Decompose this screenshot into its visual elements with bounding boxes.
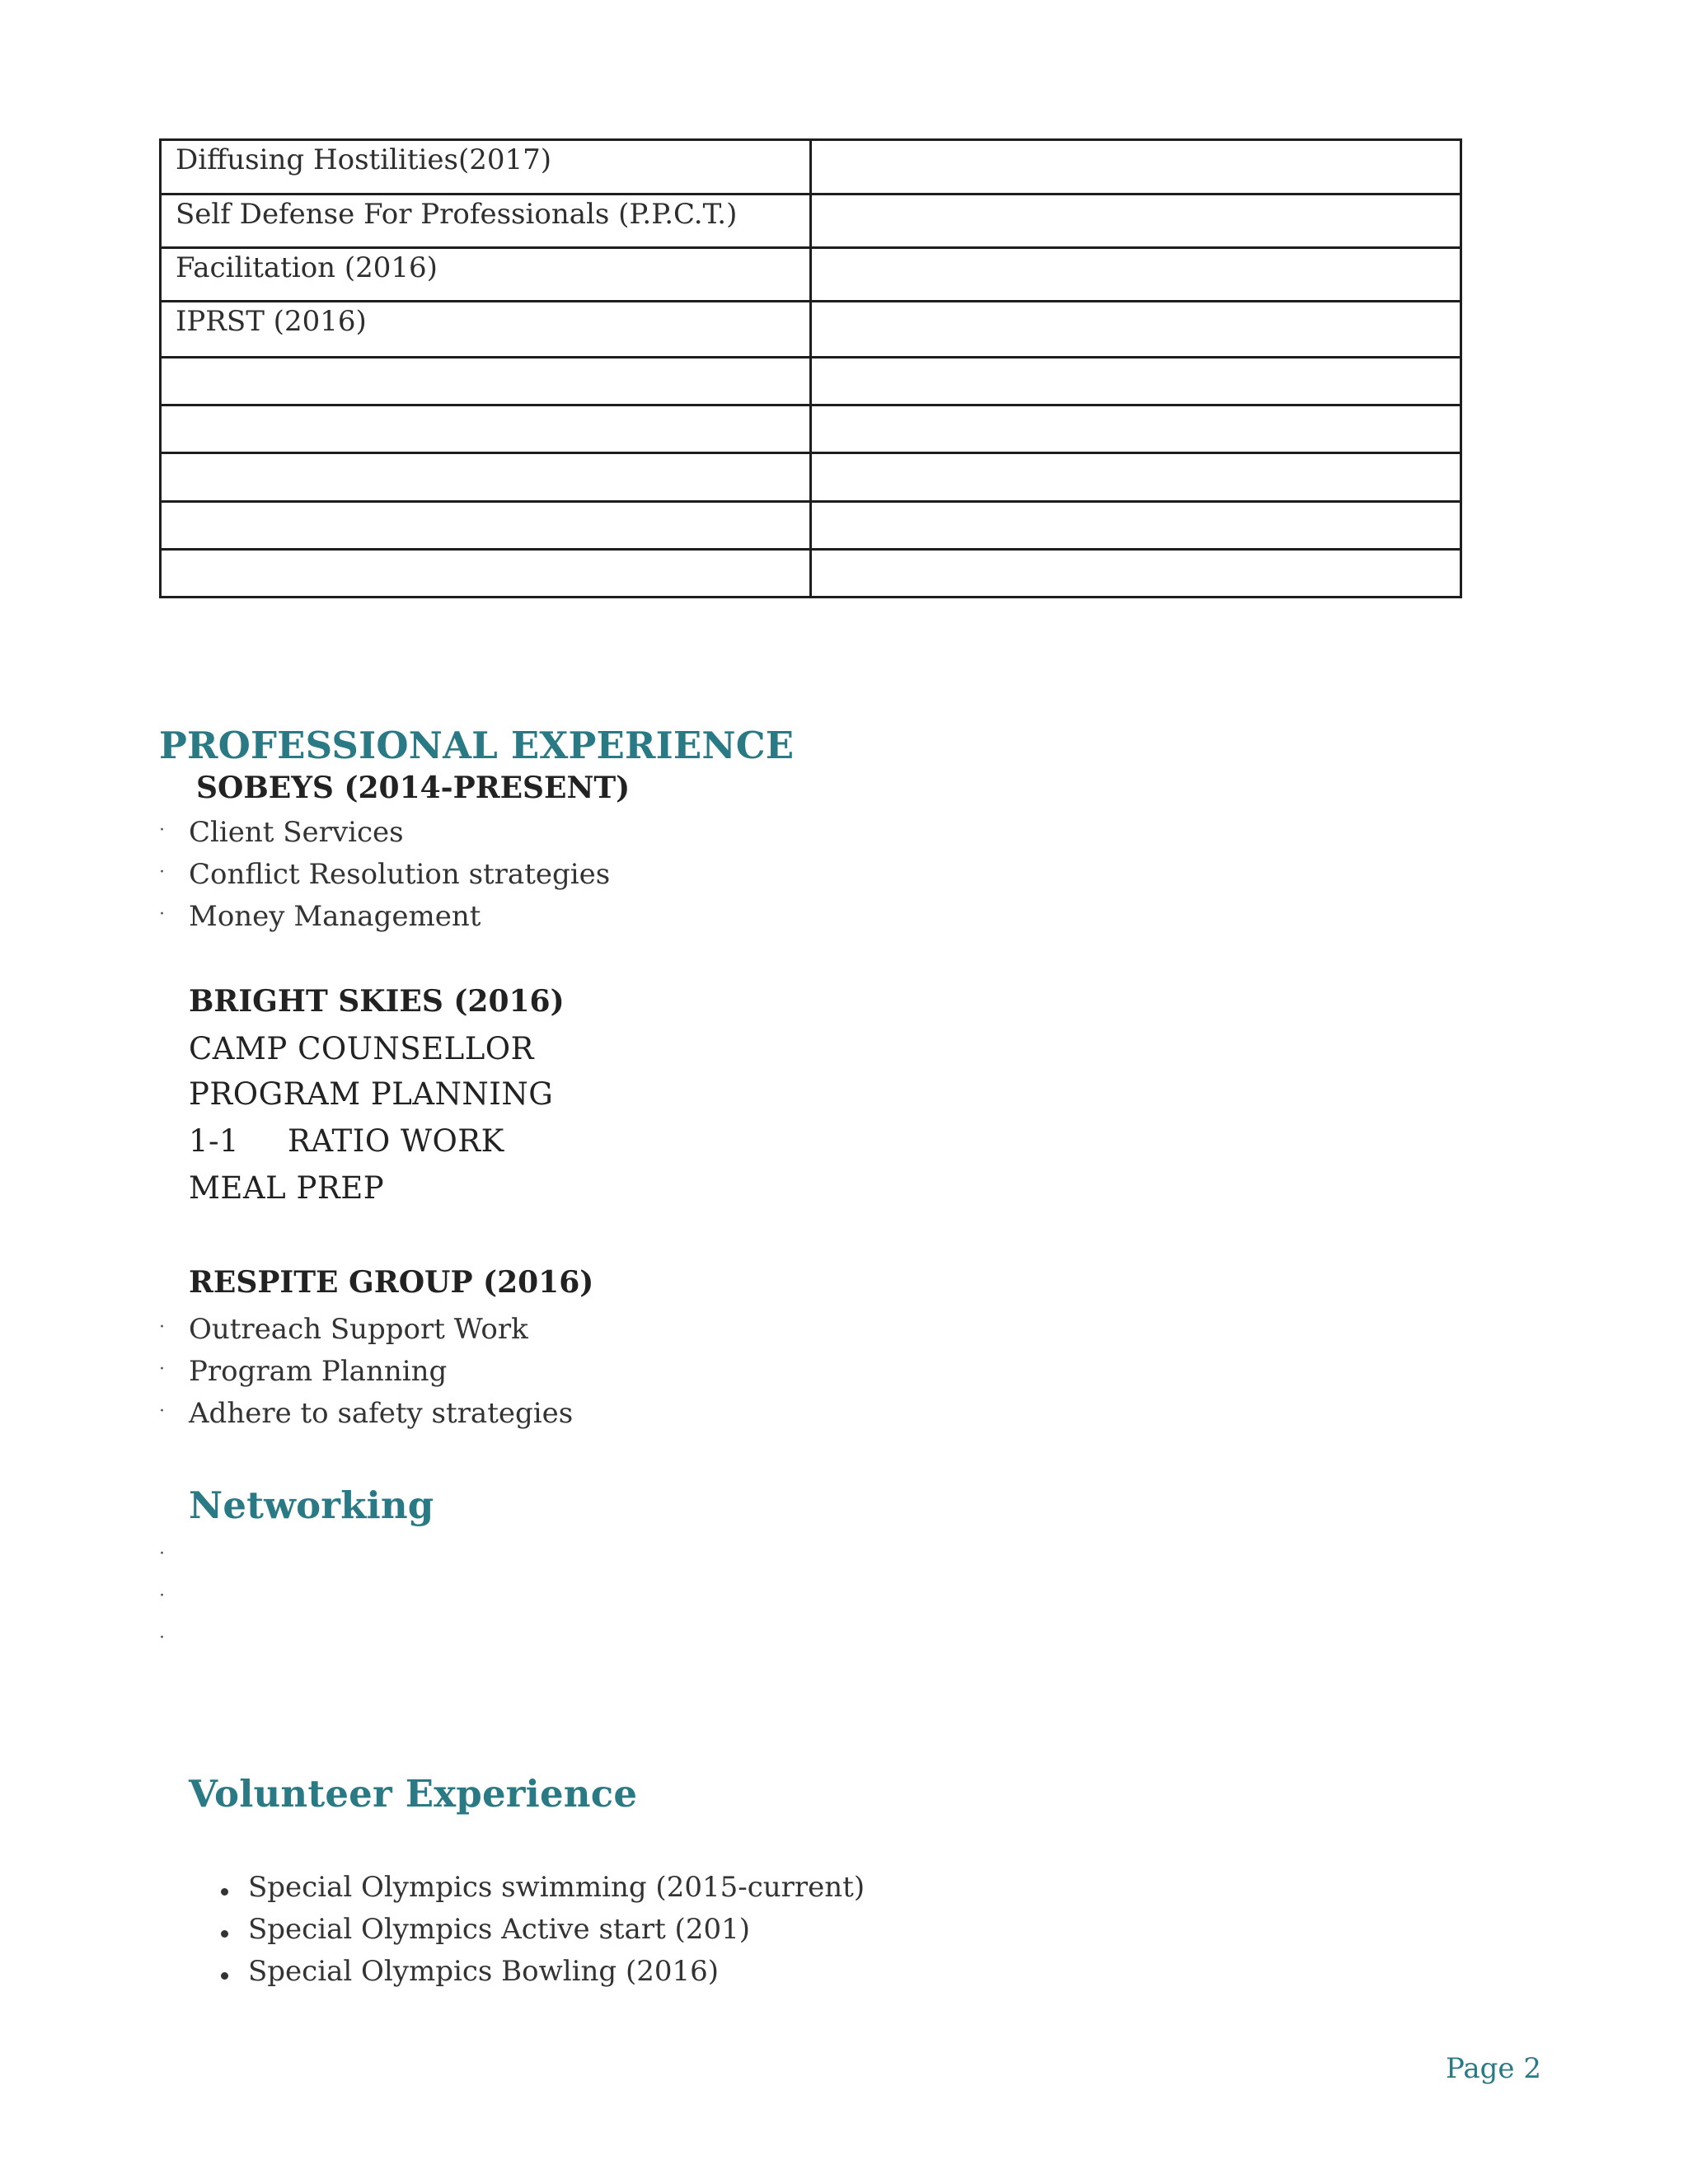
bullet-dot: · (159, 862, 165, 883)
list-item: Adhere to safety strategies (189, 1397, 574, 1430)
bullet-dot: · (159, 1586, 165, 1606)
table-cell (811, 194, 1461, 248)
table-cell: Facilitation (2016) (161, 248, 811, 302)
list-item: Conflict Resolution strategies (189, 858, 611, 891)
table-row (161, 140, 1461, 194)
bullet-dot (221, 1930, 228, 1938)
role-item: CAMP COUNSELLOR (189, 1031, 534, 1066)
table-row (161, 248, 1461, 302)
bullet-dot: · (159, 1317, 165, 1338)
table-cell (811, 502, 1461, 550)
table-cell: Diffusing Hostilities(2017) (161, 140, 811, 194)
bullet-dot: · (159, 1544, 165, 1564)
table-cell (161, 405, 811, 453)
list-item: Money Management (189, 900, 481, 933)
role-item: MEAL PREP (189, 1170, 385, 1206)
table-cell (811, 550, 1461, 598)
employer-title: BRIGHT SKIES (2016) (189, 984, 565, 1019)
list-item: Special Olympics Bowling (2016) (248, 1955, 720, 1988)
list-item: Special Olympics Active start (201) (248, 1913, 750, 1946)
table-row (161, 194, 1461, 248)
role-item: 1-1 (189, 1123, 240, 1159)
table-row (161, 502, 1461, 550)
employer-title: SOBEYS (2014-PRESENT) (196, 771, 631, 805)
table-cell (811, 453, 1461, 502)
bullet-dot: · (159, 904, 165, 925)
table-cell (811, 405, 1461, 453)
table-row (161, 358, 1461, 405)
table-cell (161, 502, 811, 550)
training-table (159, 138, 1462, 598)
bullet-dot: · (159, 820, 165, 841)
table-cell (161, 453, 811, 502)
list-item: Special Olympics swimming (2015-current) (248, 1871, 865, 1904)
employer-title: RESPITE GROUP (2016) (189, 1265, 594, 1300)
table-cell (811, 358, 1461, 405)
role-item: PROGRAM PLANNING (189, 1076, 554, 1112)
bullet-dot (221, 1888, 228, 1896)
table-cell: Self Defense For Professionals (P.P.C.T.) (161, 194, 811, 248)
table-row (161, 453, 1461, 502)
table-cell (811, 248, 1461, 302)
bullet-dot (221, 1972, 228, 1980)
table-cell: IPRST (2016) (161, 302, 811, 358)
table-cell (161, 358, 811, 405)
table-row (161, 405, 1461, 453)
list-item: Outreach Support Work (189, 1313, 528, 1346)
list-item: Program Planning (189, 1355, 448, 1388)
table-row (161, 302, 1461, 358)
page-number: Page 2 (1446, 2052, 1541, 2085)
bullet-dot: · (159, 1359, 165, 1380)
table-cell (161, 550, 811, 598)
networking-heading: Networking (189, 1483, 434, 1527)
bullet-dot: · (159, 1401, 165, 1422)
list-item: Client Services (189, 816, 404, 849)
role-item: RATIO WORK (288, 1123, 504, 1159)
volunteer-experience-heading: Volunteer Experience (189, 1772, 638, 1816)
professional-experience-heading: PROFESSIONAL EXPERIENCE (159, 724, 795, 767)
table-cell (811, 302, 1461, 358)
table-row (161, 550, 1461, 598)
table-cell (811, 140, 1461, 194)
bullet-dot: · (159, 1628, 165, 1648)
